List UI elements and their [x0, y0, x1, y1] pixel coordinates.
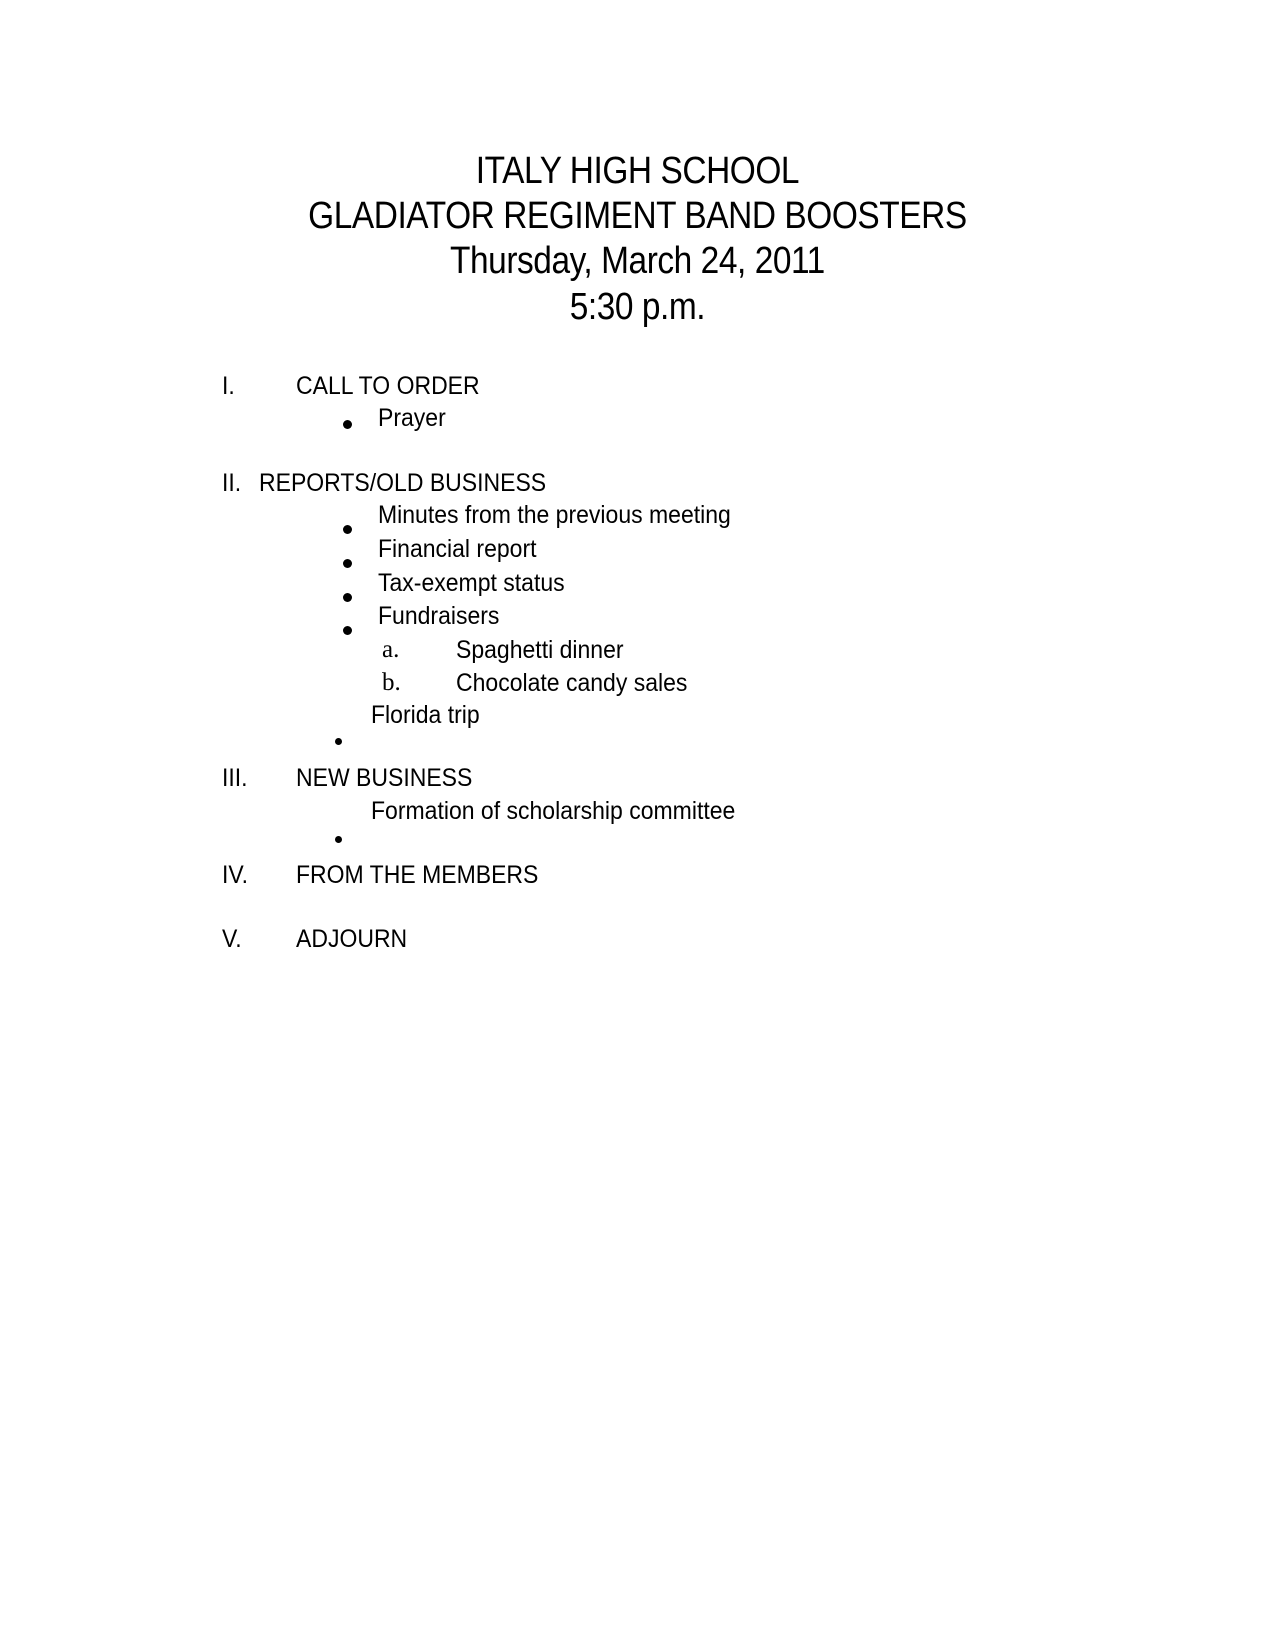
agenda-item: Formation of scholarship committee — [371, 797, 736, 825]
meeting-time: 5:30 p.m. — [569, 286, 706, 328]
section-numeral: II. — [222, 469, 242, 497]
bullet-icon — [335, 836, 342, 843]
agenda-item: Fundraisers — [378, 602, 500, 630]
bullet-icon — [343, 525, 352, 534]
section-numeral: V. — [222, 925, 242, 953]
agenda-item: Tax-exempt status — [378, 569, 565, 597]
section-title: FROM THE MEMBERS — [296, 861, 539, 889]
school-name: ITALY HIGH SCHOOL — [475, 150, 800, 192]
section-title: CALL TO ORDER — [296, 372, 480, 400]
section-numeral: IV. — [222, 861, 249, 889]
bullet-icon — [343, 559, 352, 568]
bullet-icon — [343, 626, 352, 635]
section-title: ADJOURN — [296, 925, 408, 953]
section-numeral: I. — [222, 372, 235, 400]
subitem-marker: b. — [382, 669, 401, 696]
bullet-icon — [343, 420, 352, 429]
organization-name: GLADIATOR REGIMENT BAND BOOSTERS — [308, 195, 967, 237]
agenda-item: Financial report — [378, 535, 537, 563]
subitem-marker: a. — [382, 636, 400, 663]
section-numeral: III. — [222, 764, 248, 792]
meeting-date: Thursday, March 24, 2011 — [450, 240, 825, 282]
agenda-item: Prayer — [378, 404, 446, 432]
bullet-icon — [343, 593, 352, 602]
section-title: NEW BUSINESS — [296, 764, 473, 792]
agenda-item: Minutes from the previous meeting — [378, 501, 731, 529]
bullet-icon — [335, 738, 342, 745]
agenda-subitem: Spaghetti dinner — [456, 636, 624, 664]
section-title: REPORTS/OLD BUSINESS — [259, 469, 547, 497]
agenda-subitem: Chocolate candy sales — [456, 669, 688, 697]
agenda-item: Florida trip — [371, 701, 480, 729]
